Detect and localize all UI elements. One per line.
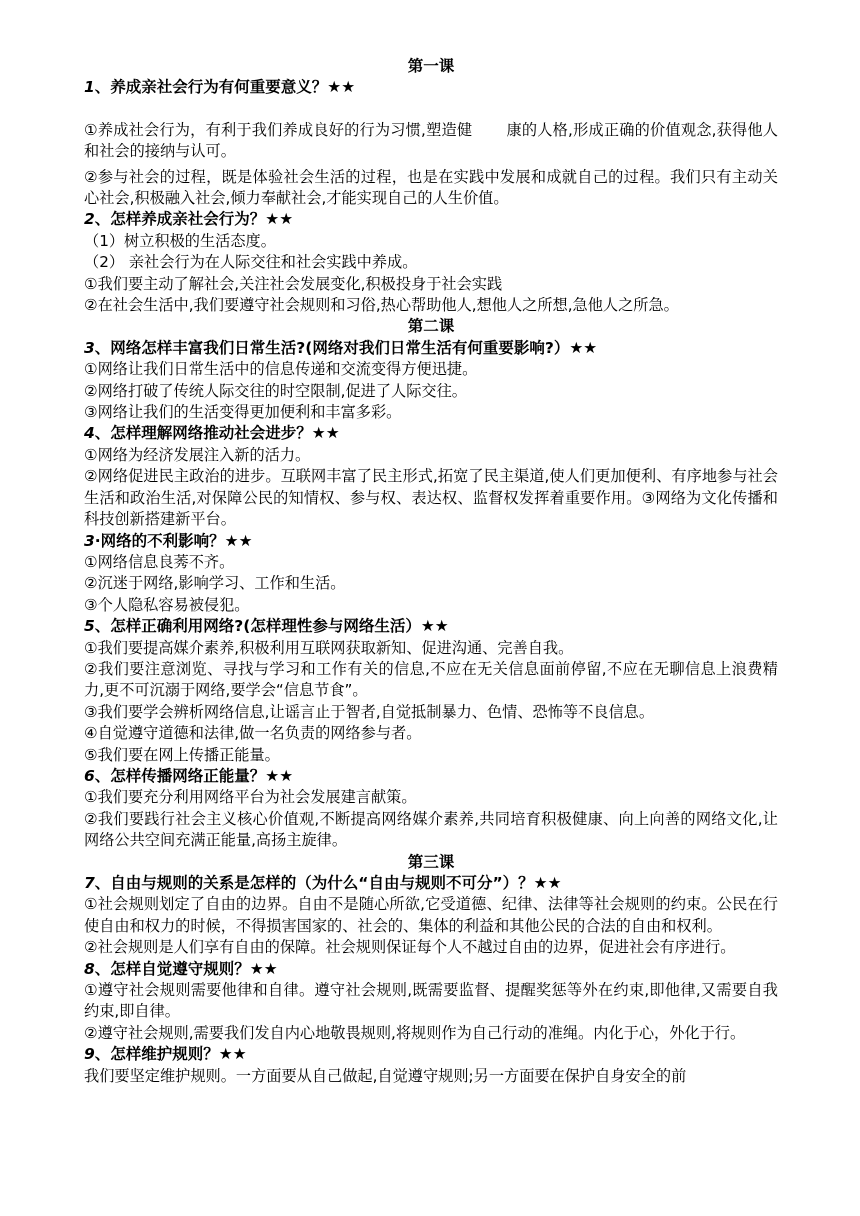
answer-line: ①社会规则划定了自由的边界。自由不是随心所欲,它受道德、纪律、法律等社会规则的约束。公民在行使自由和权力的时候，不得损害国家的、社会的、集体的利益和其他公民的合法的自由和权利。 [84,895,778,935]
answer-line: ①网络为经济发展注入新的活力。 [84,445,311,464]
answer-line: 我们要坚定维护规则。一方面要从自己做起,自觉遵守规则;另一方面要在保护自身安全的前 [84,1066,687,1085]
question-7 [84,873,778,894]
question-text: ·网络的不利影响？★★ [94,531,253,550]
answer-line: ①我们要充分利用网络平台为社会发展建言献策。 [84,788,417,807]
answer-line: ②沉迷于网络,影响学习、工作和生活。 [84,574,346,593]
answer-line: ③网络让我们的生活变得更加便利和丰富多彩。 [84,403,402,422]
question-number: 9 [84,1045,95,1064]
question-5 [84,616,778,637]
question-4 [84,423,778,444]
answer-line: ①遵守社会规则需要他律和自律。遵守社会规则,既需要监督、提醒奖惩等外在约束,即他律,又需要自我约束,即自律。 [84,981,778,1021]
answer-line: （2） 亲社会行为在人际交往和社会实践中养成。 [84,253,418,272]
spacer [84,99,778,120]
answer-line: ②遵守社会规则,需要我们发自内心地敬畏规则,将规则作为自己行动的准绳。内化于心，外化于行。 [84,1023,746,1042]
answer-line: ④自觉遵守道德和法律,做一名负责的网络参与者。 [84,724,422,743]
question-text: 、养成亲社会行为有何重要意义？★★ [94,78,356,97]
answer-line: ②网络打破了传统人际交往的时空限制,促进了人际交往。 [84,381,467,400]
question-2 [84,209,778,230]
lesson-heading-2: 第二课 [407,317,455,336]
lesson-heading-1: 第一课 [407,57,455,75]
question-text: 、怎样养成亲社会行为？★★ [94,210,294,229]
question-text: 、怎样维护规则？★★ [94,1045,247,1064]
question-8 [84,959,778,980]
answer-line: ②网络促进民主政治的进步。互联网丰富了民主形式,拓宽了民主渠道,使人们更加便利、有序地参与社会生活和政治生活,对保障公民的知情权、参与权、表达权、监督权发挥着重要作用。③网络为文化传播和科技创新搭建新平台。 [84,467,778,529]
answer-line: ⑤我们要在网上传播正能量。 [84,745,280,764]
answer-line: ①网络让我们日常生活中的信息传递和交流变得方便迅捷。 [84,360,478,379]
answer-line: ③我们要学会辨析网络信息,让谣言止于智者,自觉抵制暴力、色情、恐怖等不良信息。 [84,702,655,721]
answer-line: （1）树立积极的生活态度。 [84,231,276,250]
question-number: 3 [84,338,95,357]
question-number: 3 [84,531,95,550]
question-text: 、自由与规则的关系是怎样的（为什么“自由与规则不可分”）？★★ [94,873,562,892]
question-network-drawbacks [84,531,778,552]
answer-line: ③个人隐私容易被侵犯。 [84,595,250,614]
question-6 [84,766,778,787]
answer-text: 康的人格,形成正确的价值观念,获得他人和社会的接纳与认可。 [84,120,778,161]
answer-line: ①我们要提高媒介素养,积极利用互联网获取新知、促进沟通、完善自我。 [84,638,574,657]
question-9 [84,1044,778,1065]
answer-line: ①网络信息良莠不齐。 [84,552,235,571]
question-number: 8 [84,959,95,978]
answer-line: ②我们要注意浏览、寻找与学习和工作有关的信息,不应在无关信息面前停留,不应在无聊信息上浪费精力,更不可沉溺于网络,要学会“信息节食”。 [84,659,778,700]
answer-line: ①我们要主动了解社会,关注社会发展变化,积极投身于社会实践 [84,274,503,293]
question-text: 、怎样自觉遵守规则？★★ [94,959,278,978]
question-number: 7 [84,873,95,892]
answer-text: ①养成社会行为，有利于我们养成良好的行为习惯,塑造健 [84,120,473,139]
question-text: 、怎样传播网络正能量？★★ [94,766,294,785]
question-number: 6 [84,766,95,785]
answer-line: ②在社会生活中,我们要遵守社会规则和习俗,热心帮助他人,想他人之所想,急他人之所急。 [84,296,679,315]
question-text: 、怎样正确利用网络?(怎样理性参与网络生活）★★ [94,617,449,636]
question-number: 4 [84,424,95,443]
answer-line: ②我们要践行社会主义核心价值观,不断提高网络媒介素养,共同培育积极健康、向上向善的网络文化,让网络公共空间充满正能量,高扬主旋律。 [84,809,778,850]
answer-1-point-2: ②参与社会的过程，既是体验社会生活的过程，也是在实践中发展和成就自己的过程。我们只有主动关心社会,积极融入社会,倾力奉献社会,才能实现自己的人生价值。 [84,167,778,208]
answer-line: ②社会规则是人们享有自由的保障。社会规则保证每个人不越过自由的边界，促进社会有序进行。 [84,938,736,957]
question-text: 、怎样理解网络推动社会进步？★★ [94,424,340,443]
question-1 [84,77,778,98]
question-number: 1 [84,78,95,97]
question-number: 2 [84,210,95,229]
lesson-heading-3: 第三课 [407,852,455,871]
question-3 [84,338,778,359]
question-number: 5 [84,617,95,636]
question-text: 、网络怎样丰富我们日常生活?(网络对我们日常生活有何重要影响?）★★ [94,338,598,357]
answer-1-point-1 [84,120,778,163]
